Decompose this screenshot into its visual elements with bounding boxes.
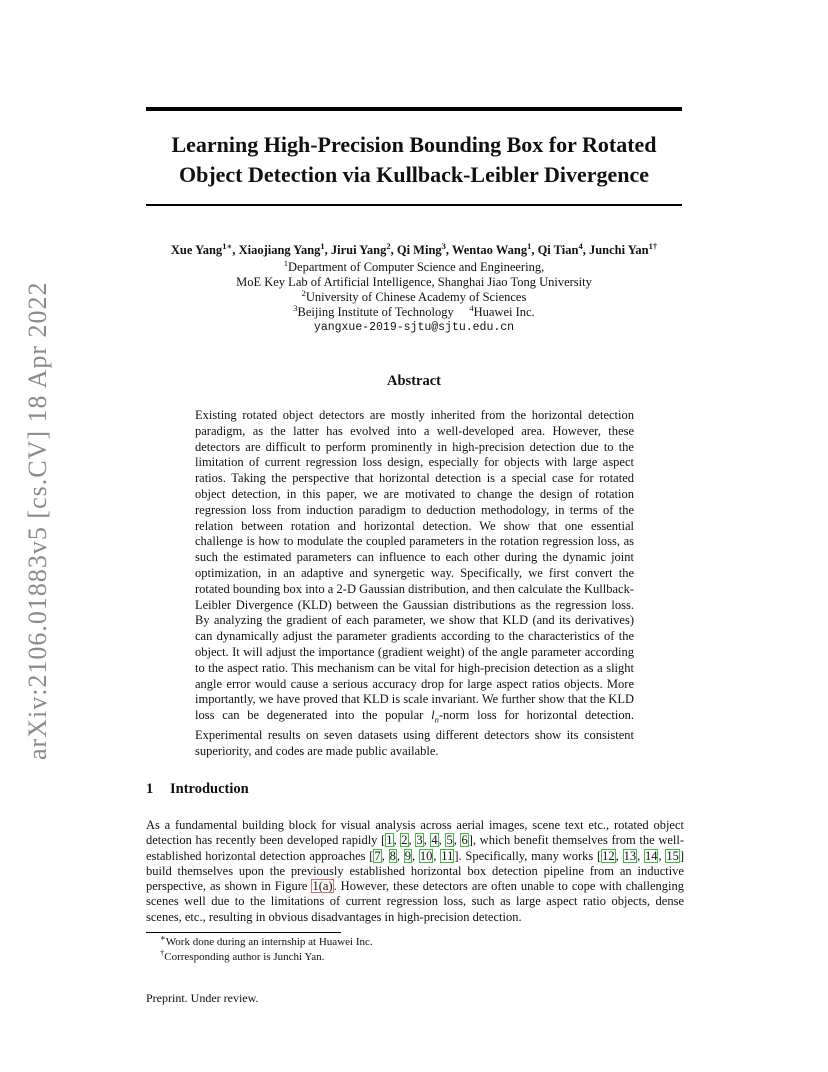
citation-link[interactable]: 3 [416, 833, 423, 848]
citation-link[interactable]: 13 [623, 848, 637, 863]
footnote-2: †Corresponding author is Junchi Yan. [160, 947, 325, 963]
author-affil: 1∗ [222, 240, 233, 251]
arxiv-stamp: arXiv:2106.01883v5 [cs.CV] 18 Apr 2022 [23, 281, 52, 760]
citation-link[interactable]: 7 [374, 848, 381, 863]
author-name: Qi Ming [396, 243, 442, 257]
author-affil: 1† [648, 240, 658, 251]
affiliation-1-lab: MoE Key Lab of Artificial Intelligence, Shanghai Jiao Tong University [236, 275, 592, 289]
math-n: n [434, 714, 439, 725]
preprint-note: Preprint. Under review. [146, 991, 259, 1005]
author-name: Qi Tian [537, 243, 579, 257]
citation-link[interactable]: 15 [666, 848, 679, 863]
footnote-rule [146, 932, 341, 933]
author-name: Junchi Yan [588, 243, 649, 257]
affiliation-3-4: $^3$Beijing Institute of Technology $^4$Huawei Inc. [293, 302, 535, 319]
citation-link[interactable]: 1 [386, 833, 393, 848]
citation-link[interactable]: 11 [441, 848, 454, 863]
citation-link[interactable]: 8 [389, 848, 396, 863]
citation-link[interactable]: 14 [644, 848, 658, 863]
citation-link[interactable]: 12 [602, 848, 615, 863]
intro-paragraph: As a fundamental building block for visual analysis across aerial images, scene text etc., rotated object detection has recently been developed rapidly [1, 2, 3, 4, 5, 6], which benefit themselves from the well-established horizontal detection approaches [7, 8, 9, 10, 11]. Specifically, many works [12, 13, 14, 15] build themselves upon the previously established horizontal box detection pipeline from an inductive perspective, as shown in Figure 1(a). However, these detectors are often unable to cope with challenging scenes well due to the limitations of current regression loss, such as large aspect ratio objects, dense scenes, etc., resulting in obvious disadvantages in high-precision detection. [146, 818, 685, 924]
author-name: Wentao Wang [451, 243, 528, 257]
author-name: Xue Yang [170, 243, 223, 257]
title-line-1: Learning High-Precision Bounding Box for Rotated [171, 132, 657, 157]
author-name: Xiaojiang Yang [238, 243, 321, 257]
author-affil: 2 [386, 240, 391, 251]
author-affil: 1 [527, 240, 532, 251]
figure-ref-link[interactable]: 1(a) [312, 879, 333, 894]
citation-link[interactable]: 10 [419, 848, 433, 863]
title-rule-bottom [146, 204, 682, 206]
author-name: Jirui Yang [330, 243, 387, 257]
title-rule-top [146, 107, 682, 111]
author-email[interactable]: yangxue-2019-sjtu@sjtu.edu.cn [313, 321, 515, 334]
math-l: l [431, 708, 435, 723]
section-heading-introduction: 1 Introduction [146, 781, 249, 797]
citation-link[interactable]: 5 [446, 833, 453, 848]
author-affil: 4 [578, 240, 583, 251]
author-list: Xue Yang$^{1∗}$, Xiaojiang Yang$^1$, Jirui Yang$^2$, Qi Ming$^3$, Wentao Wang$^1$, Qi Tian$^4$, Junchi Yan$^{1\dagger}$ [170, 240, 658, 257]
author-affil: 3 [441, 240, 446, 251]
affiliation-1: $^1$Department of Computer Science and Engineering, [283, 257, 545, 274]
citation-link[interactable]: 9 [404, 848, 411, 863]
title-line-2: Object Detection via Kullback-Leibler Divergence [178, 162, 650, 187]
citation-link[interactable]: 2 [401, 833, 408, 848]
footnote-1: ∗Work done during an internship at Huawei Inc. [160, 932, 373, 948]
citation-link[interactable]: 6 [461, 833, 468, 848]
paper-title [146, 130, 682, 190]
abstract-heading: Abstract [387, 373, 441, 389]
abstract-body: Existing rotated object detectors are mostly inherited from the horizontal detection paradigm, as the latter has evolved into a well-developed area. However, these detectors are difficult to perform prominently in high-precision detection due to the limitation of current regression loss design, especially for objects with large aspect ratios. Taking the perspective that horizontal detection is a special case for rotated object detection, in this paper, we are motivated to change the design of rotation regression loss from induction paradigm to deduction methodology, in terms of the relation between rotation and horizontal detection. We show that one essential challenge is how to modulate the coupled parameters in the rotation regression loss, as such the estimated parameters can influence to each other during the dynamic joint optimization, in an adaptive and synergetic way. Specifically, we first convert the rotated bounding box into a 2-D Gaussian distribution, and then calculate the Kullback-Leibler Divergence (KLD) between the Gaussian distributions as the regression loss. By analyzing the gradient of each parameter, we show that KLD (and its derivatives) can dynamically adjust the parameter gradients according to the characteristics of the object. It will adjust the importance (gradient weight) of the angle parameter according to the aspect ratio. This mechanism can be vital for high-precision detection as a slight angle error would cause a serious accuracy drop for large aspect ratios objects. More importantly, we have proved that KLD is scale invariant. We further show that the KLD loss can be degenerated into the popular $l_n$-norm loss for horizontal detection. Experimental results on seven datasets using different detectors show its consistent superiority, and codes are made public available. [195, 408, 634, 759]
affiliation-2: $^2$University of Chinese Academy of Sciences [301, 287, 527, 304]
citation-link[interactable]: 4 [431, 833, 438, 848]
author-affil: 1 [320, 240, 325, 251]
